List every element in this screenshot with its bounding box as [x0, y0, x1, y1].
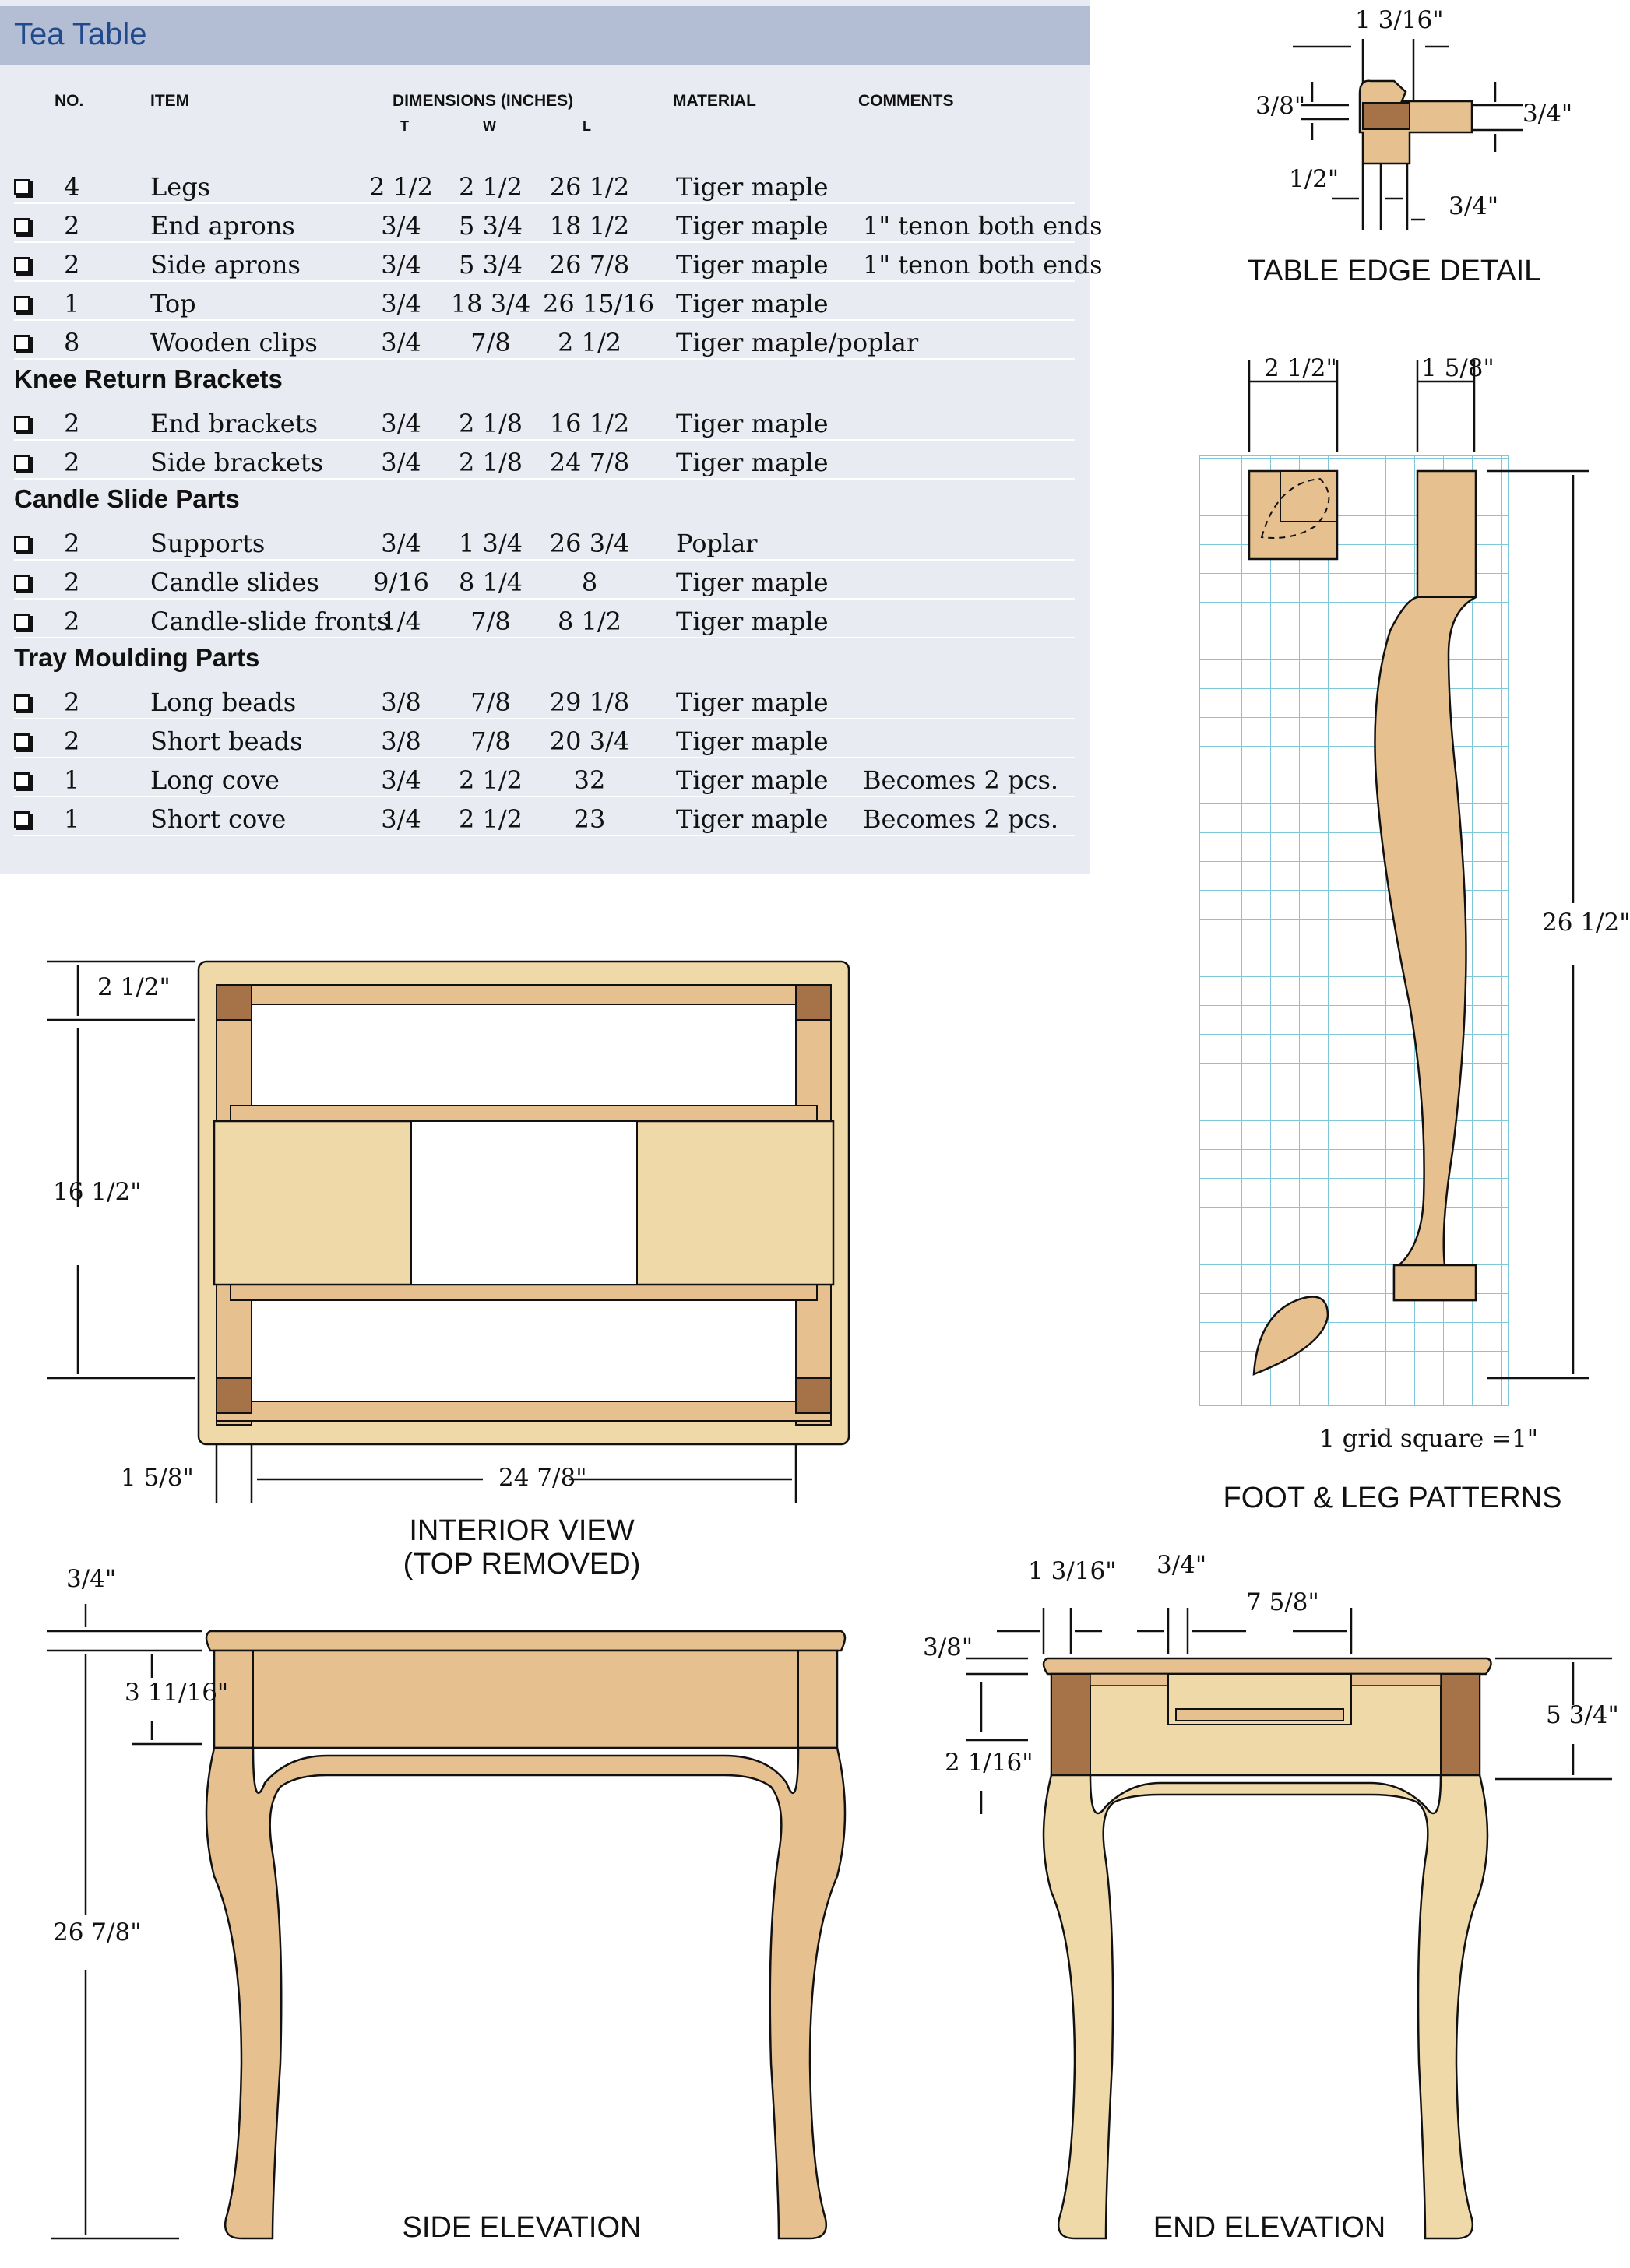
dim-end-b: 3/4"	[1156, 1551, 1207, 1579]
checkbox-icon[interactable]	[14, 733, 30, 750]
dim-edge-bottom-right: 3/4"	[1449, 192, 1499, 220]
cell-t: 3/4	[381, 448, 421, 477]
cell-no: 2	[64, 607, 80, 636]
cell-l: 8	[581, 568, 598, 597]
cell-item: Wooden clips	[150, 328, 318, 357]
cell-t: 3/4	[381, 211, 421, 241]
cell-material: Tiger maple	[676, 568, 829, 597]
cell-material: Tiger maple	[676, 607, 829, 636]
row-divider	[14, 637, 1075, 638]
cell-w: 7/8	[470, 726, 511, 756]
cell-t: 3/4	[381, 804, 421, 834]
cutting-list-row	[0, 441, 1075, 480]
checkbox-icon[interactable]	[14, 811, 30, 828]
cell-t: 3/4	[381, 328, 421, 357]
row-divider	[14, 358, 1075, 360]
col-header-dimensions: DIMENSIONS (INCHES)	[393, 92, 574, 110]
cell-material: Tiger maple	[676, 765, 829, 795]
checkbox-icon[interactable]	[14, 179, 30, 195]
cell-l: 2 1/2	[557, 328, 622, 357]
cell-item: Candle slides	[150, 568, 319, 597]
cell-no: 2	[64, 250, 80, 280]
section-heading: Knee Return Brackets	[14, 364, 283, 393]
col-header-l: L	[583, 118, 591, 134]
cell-item: Candle-slide fronts	[150, 607, 390, 636]
cell-comments: 1" tenon both ends	[863, 211, 1103, 241]
cell-item: Long cove	[150, 765, 280, 795]
cell-material: Tiger maple	[676, 211, 829, 241]
col-header-w: W	[483, 118, 496, 134]
cell-l: 8 1/2	[557, 607, 622, 636]
cutting-list-row	[0, 797, 1075, 836]
cell-t: 3/8	[381, 687, 421, 717]
dim-edge-left: 3/8"	[1255, 92, 1306, 120]
checkbox-icon[interactable]	[14, 536, 30, 552]
cell-material: Poplar	[676, 529, 758, 558]
cell-no: 2	[64, 409, 80, 438]
dim-end-d: 3/8"	[923, 1633, 973, 1661]
checkbox-icon[interactable]	[14, 257, 30, 273]
cell-l: 26 1/2	[549, 172, 630, 202]
cutting-list-row	[0, 561, 1075, 600]
foot-leg-pattern-drawing	[1184, 343, 1604, 1433]
caption-interior-view: INTERIOR VIEW	[409, 1514, 635, 1547]
cell-no: 8	[64, 328, 80, 357]
cell-item: End aprons	[150, 211, 295, 241]
caption-table-edge-detail: TABLE EDGE DETAIL	[1247, 255, 1541, 287]
cell-no: 1	[64, 765, 80, 795]
cell-item: Supports	[150, 529, 266, 558]
cell-w: 5 3/4	[458, 211, 523, 241]
dim-side-top: 3/4"	[66, 1565, 117, 1593]
cell-material: Tiger maple	[676, 172, 829, 202]
dim-interior-c: 1 5/8"	[121, 1464, 194, 1492]
checkbox-icon[interactable]	[14, 694, 30, 711]
cell-material: Tiger maple	[676, 726, 829, 756]
dim-end-a: 1 3/16"	[1028, 1557, 1117, 1585]
cell-w: 5 3/4	[458, 250, 523, 280]
cutting-list-row	[0, 758, 1075, 797]
caption-top-removed: (TOP REMOVED)	[403, 1548, 641, 1581]
cutting-list-row	[0, 243, 1103, 282]
cell-material: Tiger maple	[676, 687, 829, 717]
dim-interior-d: 24 7/8"	[498, 1464, 587, 1492]
cutting-list-row	[0, 282, 1075, 321]
checkbox-icon[interactable]	[14, 614, 30, 630]
dim-end-c: 7 5/8"	[1246, 1588, 1319, 1616]
cell-w: 2 1/2	[458, 804, 523, 834]
col-header-item: ITEM	[150, 92, 190, 110]
cell-no: 2	[64, 211, 80, 241]
row-divider	[14, 835, 1075, 836]
cell-l: 16 1/2	[549, 409, 630, 438]
dim-interior-b: 16 1/2"	[53, 1178, 142, 1206]
cell-w: 2 1/2	[458, 765, 523, 795]
cell-material: Tiger maple	[676, 409, 829, 438]
title-bar	[0, 6, 1090, 65]
cell-material: Tiger maple/poplar	[676, 328, 919, 357]
cell-l: 23	[573, 804, 606, 834]
cell-l: 20 3/4	[549, 726, 630, 756]
cell-item: Legs	[150, 172, 211, 202]
cutting-list-row	[0, 600, 1075, 638]
checkbox-icon[interactable]	[14, 772, 30, 789]
cell-w: 7/8	[470, 607, 511, 636]
col-header-comments: COMMENTS	[858, 92, 954, 110]
cell-t: 3/8	[381, 726, 421, 756]
cutting-list-row	[0, 321, 1075, 360]
cell-t: 2 1/2	[368, 172, 434, 202]
cell-comments: 1" tenon both ends	[863, 250, 1103, 280]
cutting-list-row	[0, 204, 1103, 243]
cell-material: Tiger maple	[676, 250, 829, 280]
dim-edge-right: 3/4"	[1523, 100, 1573, 128]
cell-t: 3/4	[381, 529, 421, 558]
caption-foot-leg-patterns: FOOT & LEG PATTERNS	[1223, 1482, 1562, 1514]
cell-no: 1	[64, 289, 80, 318]
interior-view-drawing	[0, 942, 872, 1518]
dim-leg-height: 26 1/2"	[1542, 909, 1630, 937]
cell-l: 26 7/8	[549, 250, 630, 280]
cell-item: Short cove	[150, 804, 287, 834]
cutting-list-row	[0, 680, 1075, 719]
cell-no: 4	[64, 172, 80, 202]
row-divider	[14, 478, 1075, 480]
cutting-list-row	[0, 719, 1075, 758]
cell-l: 18 1/2	[549, 211, 630, 241]
cell-l: 32	[573, 765, 606, 795]
cell-w: 2 1/2	[458, 172, 523, 202]
cell-item: Short beads	[150, 726, 303, 756]
cell-w: 1 3/4	[458, 529, 523, 558]
cell-l: 24 7/8	[549, 448, 630, 477]
cell-w: 2 1/8	[458, 409, 523, 438]
cell-t: 3/4	[381, 250, 421, 280]
cell-l: 29 1/8	[549, 687, 630, 717]
cutting-list-panel	[0, 0, 1103, 874]
cell-w: 2 1/8	[458, 448, 523, 477]
cell-no: 1	[64, 804, 80, 834]
cell-item: End brackets	[150, 409, 319, 438]
cell-item: Long beads	[150, 687, 297, 717]
cell-no: 2	[64, 448, 80, 477]
dim-end-e: 2 1/16"	[945, 1749, 1033, 1777]
page-title: Tea Table	[14, 17, 147, 51]
dim-end-f: 5 3/4"	[1546, 1701, 1619, 1729]
cell-l: 26 15/16	[543, 289, 655, 318]
col-header-material: MATERIAL	[673, 92, 756, 110]
cell-item: Side aprons	[150, 250, 301, 280]
section-heading: Tray Moulding Parts	[14, 643, 260, 672]
dim-edge-top: 1 3/16"	[1355, 6, 1444, 34]
cell-no: 2	[64, 687, 80, 717]
checkbox-icon[interactable]	[14, 335, 30, 351]
dim-leg-width-2: 1 5/8"	[1421, 354, 1494, 382]
cell-w: 7/8	[470, 328, 511, 357]
grid-note: 1 grid square =1"	[1319, 1425, 1539, 1453]
checkbox-icon[interactable]	[14, 296, 30, 312]
cell-l: 26 3/4	[549, 529, 630, 558]
cell-t: 3/4	[381, 765, 421, 795]
table-edge-detail-drawing	[1215, 16, 1573, 241]
cell-item: Side brackets	[150, 448, 324, 477]
cell-material: Tiger maple	[676, 289, 829, 318]
dim-interior-a: 2 1/2"	[97, 973, 171, 1001]
caption-end-elevation: END ELEVATION	[1153, 2211, 1386, 2244]
cell-t: 1/4	[381, 607, 421, 636]
cell-material: Tiger maple	[676, 804, 829, 834]
cell-t: 9/16	[373, 568, 429, 597]
cell-no: 2	[64, 529, 80, 558]
dim-side-apron: 3 11/16"	[125, 1679, 229, 1707]
col-header-no: NO.	[55, 92, 84, 110]
dim-side-height: 26 7/8"	[53, 1918, 142, 1946]
cell-w: 7/8	[470, 687, 511, 717]
cell-t: 3/4	[381, 289, 421, 318]
cell-material: Tiger maple	[676, 448, 829, 477]
cell-t: 3/4	[381, 409, 421, 438]
col-header-t: T	[400, 118, 409, 134]
end-elevation-drawing	[919, 1581, 1612, 2258]
cell-comments: Becomes 2 pcs.	[863, 804, 1059, 834]
caption-side-elevation: SIDE ELEVATION	[402, 2211, 642, 2244]
cell-w: 8 1/4	[458, 568, 523, 597]
checkbox-icon[interactable]	[14, 416, 30, 432]
cutting-list-row	[0, 402, 1075, 441]
section-heading: Candle Slide Parts	[14, 484, 240, 513]
cutting-list-row	[0, 165, 1075, 204]
checkbox-icon[interactable]	[14, 455, 30, 471]
cell-item: Top	[150, 289, 196, 318]
checkbox-icon[interactable]	[14, 218, 30, 234]
cell-w: 18 3/4	[450, 289, 531, 318]
cutting-list-row	[0, 522, 1075, 561]
dim-edge-bottom-left: 1/2"	[1289, 165, 1340, 193]
cell-comments: Becomes 2 pcs.	[863, 765, 1059, 795]
cell-no: 2	[64, 726, 80, 756]
cell-no: 2	[64, 568, 80, 597]
dim-leg-width-1: 2 1/2"	[1264, 354, 1337, 382]
checkbox-icon[interactable]	[14, 575, 30, 591]
